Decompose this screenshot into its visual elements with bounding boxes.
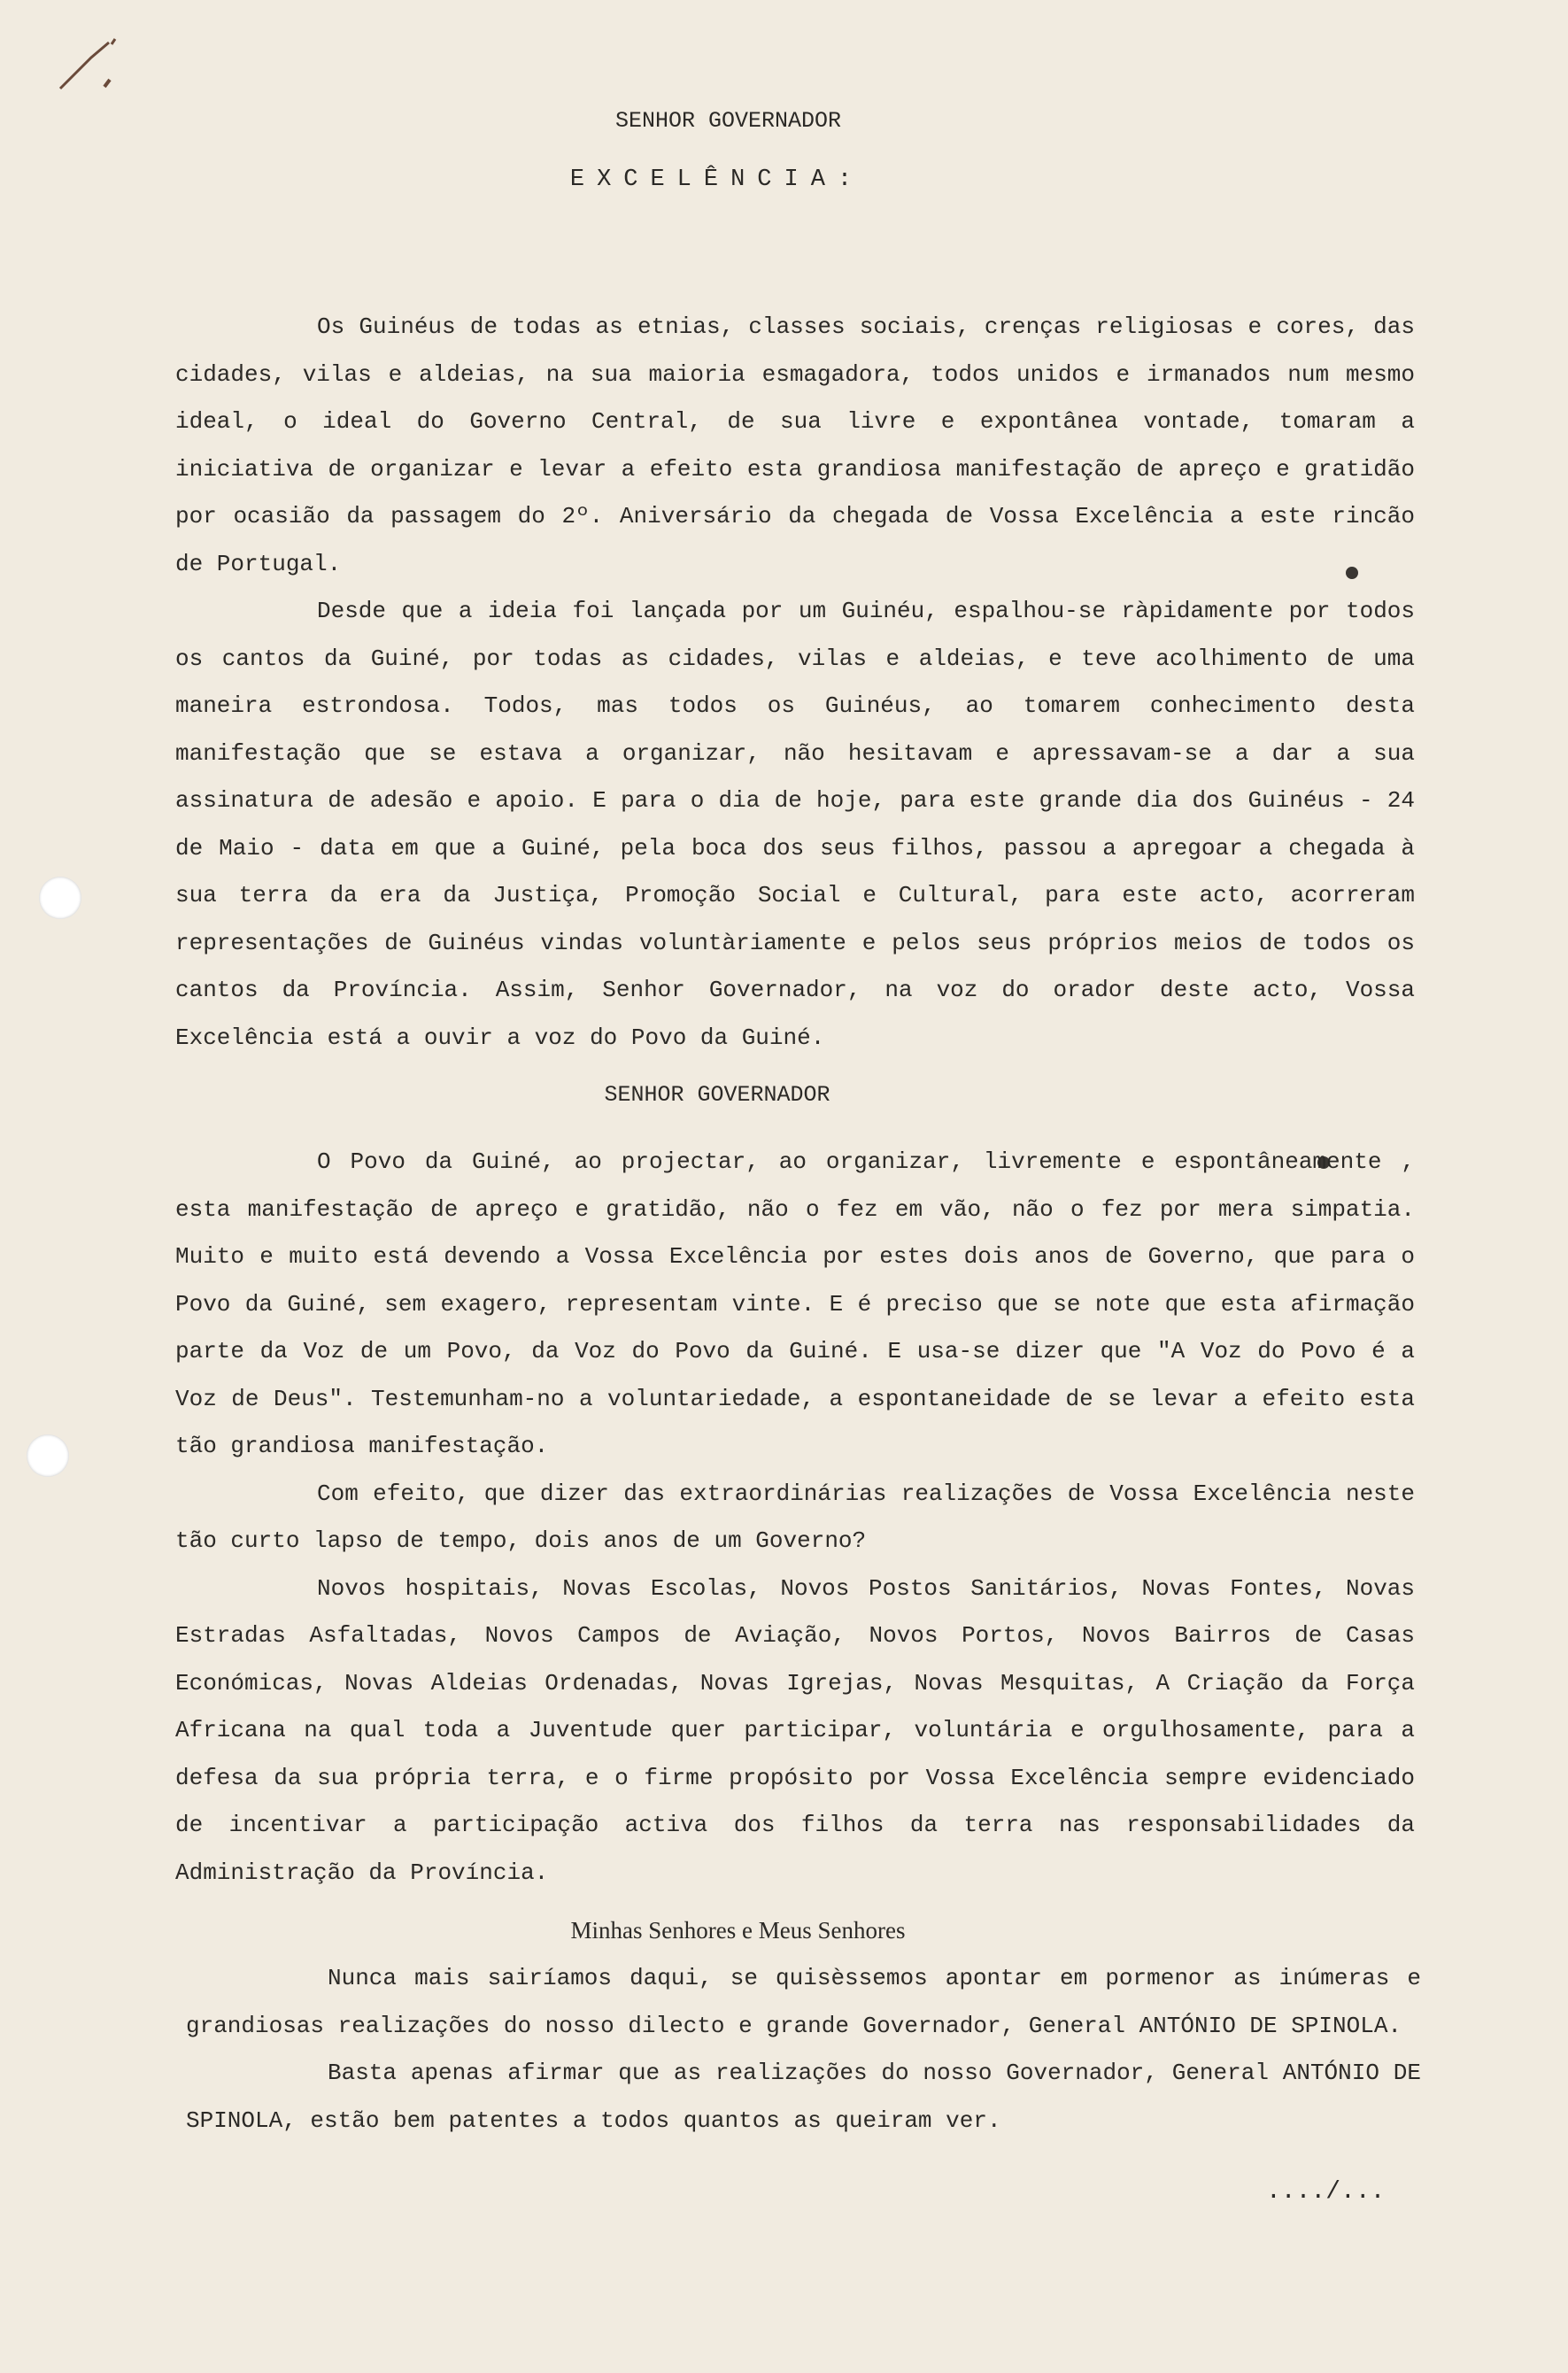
paragraph: O Povo da Guiné, ao projectar, ao organizar, livremente e espontâneamente , esta manifestação de apreço e gratidão, não o fez em vão, não o fez por mera simpatia. Muito e muito está devendo a Vossa Excelência por estes dois anos de Governo, que para o Povo da Guiné, sem exagero, representam vinte. E é preciso que se note que esta afirmação parte da Voz de um Povo, da Voz do Povo da Guiné. E usa-se dizer que "A Voz do Povo é a Voz de Deus". Testemunham-no a voluntariedade, a espontaneidade de se levar a efeito esta tão grandiosa manifestação.: [175, 1148, 1415, 1459]
heading-excelencia: EXCELÊNCIA:: [569, 166, 865, 193]
paragraph: Novos hospitais, Novas Escolas, Novos Postos Sanitários, Novas Fontes, Novas Estradas Asfaltadas, Novos Campos de Aviação, Novos Portos, Novos Bairros de Casas Económicas, Novas Aldeias Ordenadas, Novas Igrejas, Novas Mesquitas, A Criação da Força Africana na qual toda a Juventude quer participar, voluntária e orgulhosamente, para a defesa da sua própria terra, e o firme propósito por Vossa Excelência sempre evidenciado de incentivar a participação activa dos filhos da terra nas responsabilidades da Administração da Província.: [175, 1574, 1415, 1886]
paragraph: Com efeito, que dizer das extraordinárias realizações de Vossa Excelência neste tão curto lapso de tempo, dois anos de um Governo?: [175, 1480, 1415, 1554]
heading-minhas-senhores: Minhas Senhores e Meus Senhores: [570, 1917, 906, 1944]
heading-senhor-governador: SENHOR GOVERNADOR: [614, 108, 842, 134]
paragraph-group-intro: [175, 304, 1415, 1062]
punch-hole: [39, 877, 81, 919]
paragraph: Nunca mais sairíamos daqui, se quisèssemos apontar em pormenor as inúmeras e grandiosas realizações do nosso dilecto e grande Governador, General ANTÓNIO DE SPINOLA.: [186, 1965, 1421, 2039]
pen-mark: [42, 18, 140, 115]
punch-hole: [27, 1434, 69, 1477]
paragraph: Os Guinéus de todas as etnias, classes sociais, crenças religiosas e cores, das cidades, vilas e aldeias, na sua maioria esmagadora, todos unidos e irmanados num mesmo ideal, o ideal do Governo Central, de sua livre e expontânea vontade, tomaram a iniciativa de organizar e levar a efeito esta grandiosa manifestação de apreço e gratidão por ocasião da passagem do 2º. Aniversário da chegada de Vossa Excelência a este rincão de Portugal.: [175, 313, 1415, 577]
paragraph-group-achievements: [175, 1139, 1415, 1897]
paragraph: Basta apenas afirmar que as realizações do nosso Governador, General ANTÓNIO DE SPINOLA, estão bem patentes a todos quantos as queiram ver.: [186, 2060, 1421, 2134]
heading-senhor-governador-2: SENHOR GOVERNADOR: [604, 1082, 830, 1108]
page-continuation: ..../...: [1266, 2178, 1386, 2206]
paragraph: Desde que a ideia foi lançada por um Guinéu, espalhou-se ràpidamente por todos os cantos da Guiné, por todas as cidades, vilas e aldeias, e teve acolhimento de uma maneira estrondosa. Todos, mas todos os Guinéus, ao tomarem conhecimento desta manifestação que se estava a organizar, não hesitavam e apressavam-se a dar a sua assinatura de adesão e apoio. E para o dia de hoje, para este grande dia dos Guinéus - 24 de Maio - data em que a Guiné, pela boca dos seus filhos, passou a apregoar a chegada à sua terra da era da Justiça, Promoção Social e Cultural, para este acto, acorreram representações de Guinéus vindas voluntàriamente e pelos seus próprios meios de todos os cantos da Província. Assim, Senhor Governador, na voz do orador deste acto, Vossa Excelência está a ouvir a voz do Povo da Guiné.: [175, 598, 1415, 1051]
paragraph-group-closing: [186, 1955, 1421, 2145]
